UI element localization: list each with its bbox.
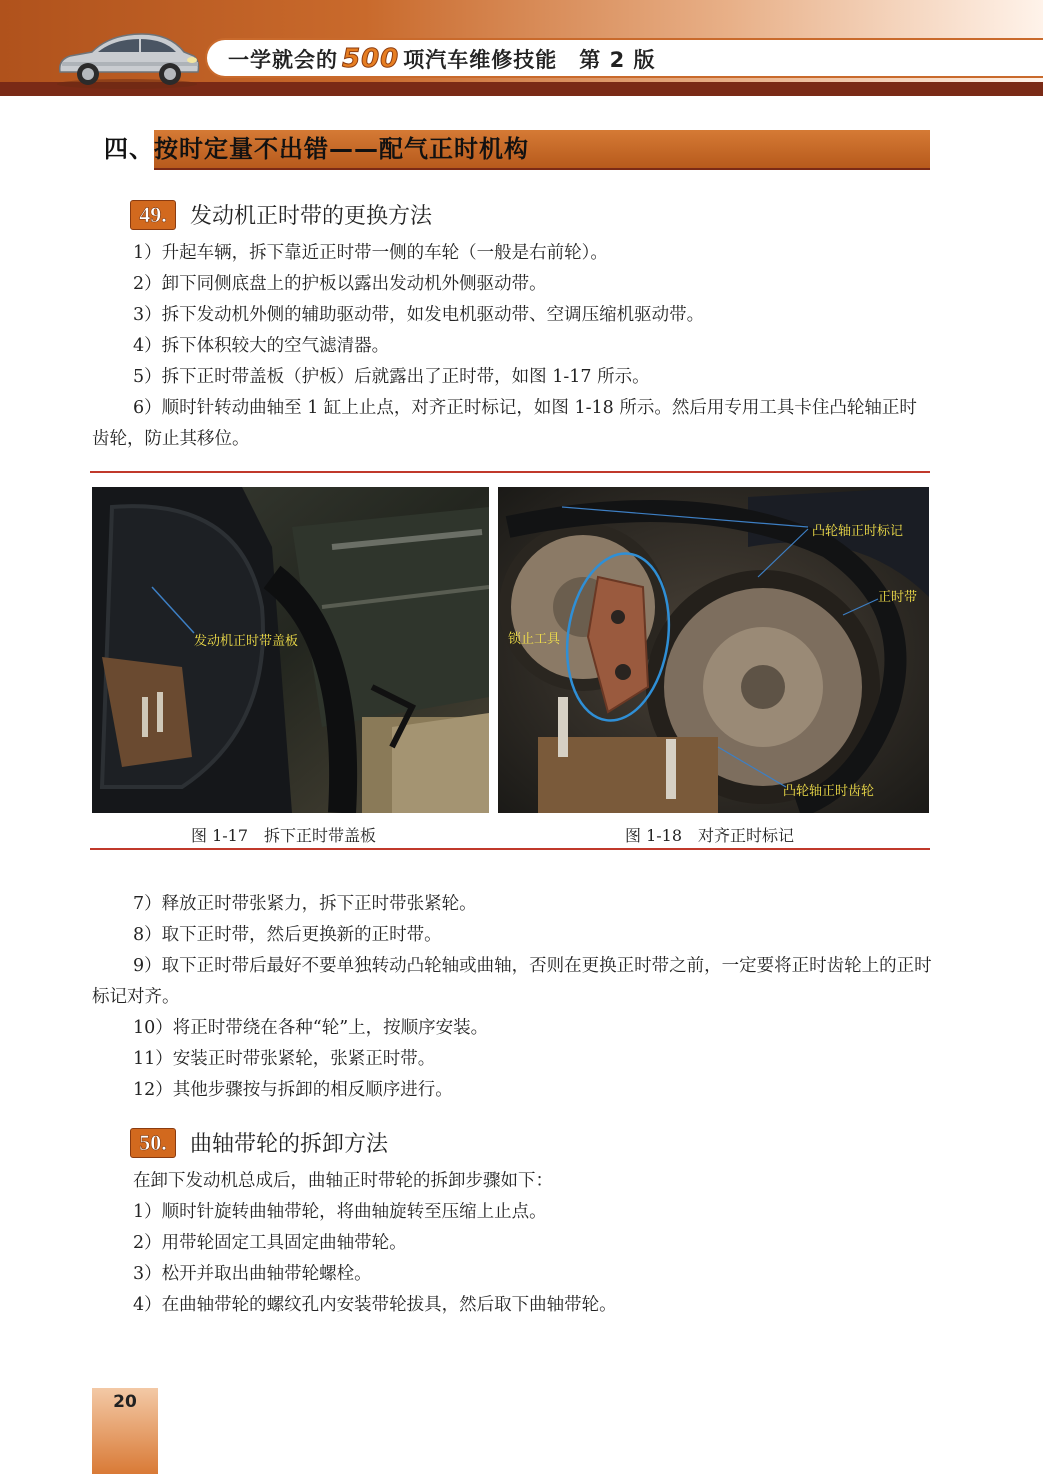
topic-50-step-2: 2）用带轮固定工具固定曲轴带轮。 [133,1233,407,1253]
book-title-number: 500 [342,44,400,74]
section-number: 四、 [104,135,154,163]
section-heading-text [104,133,529,165]
book-title-prefix: 一学就会的 [228,48,338,72]
step-7: 7）释放正时带张紧力，拆下正时带张紧轮。 [133,894,477,914]
step-3: 3）拆下发动机外侧的辅助驱动带，如发电机驱动带、空调压缩机驱动带。 [133,305,705,325]
topic-50-step-1: 1）顺时针旋转曲轴带轮，将曲轴旋转至压缩上止点。 [133,1202,547,1222]
label-timing-belt-cover: 发动机正时带盖板 [194,634,299,649]
topic-50-step-3: 3）松开并取出曲轴带轮螺栓。 [133,1264,372,1284]
figure-bottom-rule [90,848,930,850]
figure-1-17-caption: 图 1-17 拆下正时带盖板 [191,826,377,845]
step-6: 6）顺时针转动曲轴至 1 缸上止点，对齐正时标记，如图 1-18 所示。然后用专用工具卡住凸轮轴正时齿轮，防止其移位。 [92,398,917,449]
topic-50-badge: 50. [130,1128,176,1158]
step-9: 9）取下正时带后最好不要单独转动凸轮轴或曲轴，否则在更换正时带之前，一定要将正时齿轮上的正时标记对齐。 [92,956,932,1007]
book-title-suffix: 项汽车维修技能 [403,48,558,72]
figure-1-17-photo [92,487,489,813]
step-11: 11）安装正时带张紧轮，张紧正时带。 [133,1049,436,1069]
section-title: 按时定量不出错——配气正时机构 [154,135,529,163]
section-heading [92,130,930,168]
label-timing-belt: 正时带 [878,590,918,605]
step-10: 10）将正时带绕在各种“轮”上，按顺序安装。 [133,1018,489,1038]
page-number: 20 [113,1392,137,1412]
topic-50-intro: 在卸下发动机总成后，曲轴正时带轮的拆卸步骤如下： [133,1171,553,1191]
step-2: 2）卸下同侧底盘上的护板以露出发动机外侧驱动带。 [133,274,547,294]
step-1: 1）升起车辆，拆下靠近正时带一侧的车轮（一般是右前轮）。 [133,243,608,263]
figure-top-rule [90,471,930,473]
step-5: 5）拆下正时带盖板（护板）后就露出了正时带，如图 1-17 所示。 [133,367,650,387]
label-camshaft-timing-gear: 凸轮轴正时齿轮 [783,784,875,799]
figure-1-18-caption: 图 1-18 对齐正时标记 [625,826,795,845]
topic-49-badge: 49. [130,200,176,230]
topic-50-step-4: 4）在曲轴带轮的螺纹孔内安装带轮拔具，然后取下曲轴带轮。 [133,1295,617,1315]
topic-49-heading [130,199,432,231]
topic-49-title: 发动机正时带的更换方法 [190,204,433,229]
topic-50-title: 曲轴带轮的拆卸方法 [190,1132,389,1157]
book-title [228,42,656,76]
step-4: 4）拆下体积较大的空气滤清器。 [133,336,390,356]
label-camshaft-timing-mark: 凸轮轴正时标记 [812,524,904,539]
label-locking-tool: 锁止工具 [508,632,561,647]
book-edition: 第 2 版 [579,48,656,72]
car-icon [52,26,202,90]
step-8: 8）取下正时带，然后更换新的正时带。 [133,925,442,945]
step-12: 12）其他步骤按与拆卸的相反顺序进行。 [133,1080,453,1100]
topic-50-heading [130,1127,388,1159]
